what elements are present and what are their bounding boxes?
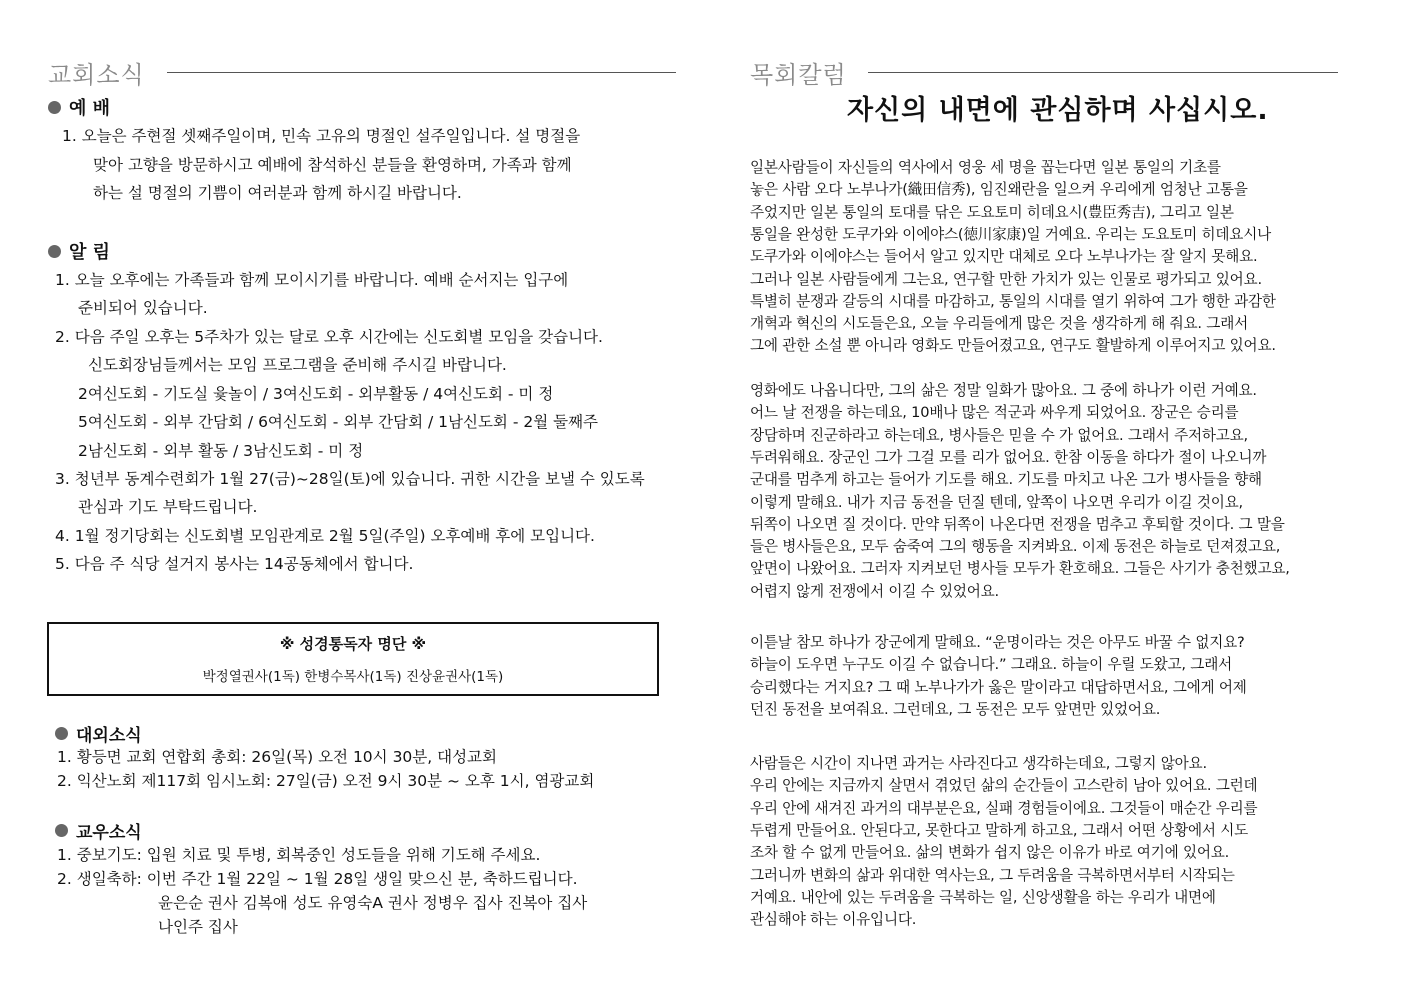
notice-line: 4. 1월 정기당회는 신도회별 모임관계로 2월 5일(주일) 오후예배 후에 모입니다. — [55, 527, 595, 545]
members-line: 윤은순 권사 김복애 성도 유영숙A 권사 정병우 집사 진복아 집사 — [158, 894, 588, 912]
worship-line: 1. 오늘은 주현절 셋째주일이며, 민속 고유의 명절인 설주일입니다. 설 명절을 — [62, 127, 581, 145]
church-news-heading: 교회소식 — [48, 61, 145, 89]
notice-line: 신도회장님들께서는 모임 프로그램을 준비해 주시길 바랍니다. — [88, 356, 507, 374]
article-line: 사람들은 시간이 지나면 과거는 사라진다고 생각하는데요, 그렇지 않아요. — [750, 755, 1207, 772]
article-line: 주었지만 일본 통일의 토대를 닦은 도요토미 히데요시(豊臣秀吉), 그리고 일본 — [750, 203, 1234, 221]
article-line: 놓은 사람 오다 노부나가(織田信秀), 임진왜란을 일으켜 우리에게 엄청난 고통을 — [750, 181, 1248, 199]
bullet-icon — [48, 101, 61, 114]
worship-line: 맞아 고향을 방문하시고 예배에 참석하신 분들을 환영하며, 가족과 함께 — [93, 156, 572, 174]
notice-line: 1. 오늘 오후에는 가족들과 함께 모이시기를 바랍니다. 예배 순서지는 입구에 — [55, 271, 569, 289]
members-section-title — [55, 818, 142, 843]
pastor-column-heading: 목회칼럼 — [750, 61, 847, 89]
article-line: 승리했다는 거지요? 그 때 노부나가가 옳은 말이라고 대답하면서요, 그에게 어제 — [750, 678, 1247, 696]
worship-line: 하는 설 명절의 기쁨이 여러분과 함께 하시길 바랍니다. — [93, 184, 462, 202]
worship-title-text: 예 배 — [69, 98, 111, 119]
article-line: 이튿날 참모 하나가 장군에게 말해요. “운명이라는 것은 아무도 바꿀 수 없지요? — [750, 634, 1245, 651]
article-line: 통일을 완성한 도쿠가와 이에야스(徳川家康)일 거예요. 우리는 도요토미 히데요시나 — [750, 225, 1272, 243]
article-line: 거예요. 내안에 있는 두려움을 극복하는 일, 신앙생활을 하는 우리가 내면에 — [750, 888, 1216, 906]
worship-section-title — [48, 94, 110, 120]
notice-line: 2. 다음 주일 오후는 5주차가 있는 달로 오후 시간에는 신도회별 모임을 갖습니다. — [55, 328, 603, 346]
members-line: 나인주 집사 — [158, 918, 238, 936]
notice-line: 관심과 기도 부탁드립니다. — [78, 498, 258, 516]
notice-line: 2여신도회 - 기도실 윷놀이 / 3여신도회 - 외부활동 / 4여신도회 - 미 정 — [78, 385, 554, 403]
article-line: 우리 안에 새겨진 과거의 대부분은요, 실패 경험들이에요. 그것들이 매순간 우리를 — [750, 799, 1258, 817]
article-line: 그러나 일본 사람들에게 그는요, 연구할 만한 가치가 있는 인물로 평가되고 있어요. — [750, 270, 1262, 288]
article-line: 군대를 멈추게 하고는 들어가 기도를 해요. 기도를 마치고 나온 그가 병사들을 향해 — [750, 471, 1262, 489]
article-line: 던진 동전을 보여줘요. 그런데요, 그 동전은 모두 앞면만 있었어요. — [750, 700, 1161, 718]
article-line: 우리 안에는 지금까지 살면서 겪었던 삶의 순간들이 고스란히 남아 있어요. 그런데 — [750, 777, 1258, 795]
heading-rule — [167, 72, 676, 73]
bible-box-names: 박정열권사(1독) 한병수목사(1독) 진상윤권사(1독) — [202, 669, 504, 685]
external-line: 2. 익산노회 제117회 임시노회: 27일(금) 오전 9시 30분 ~ 오후 1시, 염광교회 — [57, 772, 595, 790]
article-line: 도쿠가와 이에야스는 들어서 알고 있지만 대체로 오다 노부나가는 잘 알지 못해요. — [750, 248, 1258, 266]
bible-reading-box — [47, 622, 659, 696]
article-line: 두렵게 만들어요. 안된다고, 못한다고 말하게 하고요, 그래서 어떤 상황에서 시도 — [750, 821, 1248, 839]
bullet-icon — [48, 245, 61, 258]
members-title-text: 교우소식 — [76, 823, 142, 843]
bible-box-title: ※ 성경통독자 명단 ※ — [279, 635, 427, 653]
article-line: 앞면이 나왔어요. 그러자 지켜보던 병사들 모두가 환호해요. 그들은 사기가 충천했고요, — [750, 560, 1290, 578]
article-line: 관심해야 하는 이유입니다. — [750, 911, 917, 929]
notices-section-title — [48, 238, 110, 264]
article-line: 뒤쪽이 나오면 질 것이다. 만약 뒤쪽이 나온다면 전쟁을 멈추고 후퇴할 것이다. 그 말을 — [750, 515, 1285, 533]
heading-rule — [868, 72, 1338, 73]
article-title: 자신의 내면에 관심하며 사십시오. — [847, 95, 1269, 126]
article-line: 영화에도 나옵니다만, 그의 삶은 정말 일화가 많아요. 그 중에 하나가 이런 거예요. — [750, 382, 1257, 399]
article-line: 특별히 분쟁과 갈등의 시대를 마감하고, 통일의 시대를 열기 위하여 그가 행한 과감한 — [750, 292, 1276, 310]
external-section-title — [55, 721, 142, 746]
article-line: 조차 할 수 없게 만들어요. 삶의 변화가 쉽지 않은 이유가 바로 여기에 있어요. — [750, 844, 1230, 862]
bullet-icon — [55, 824, 68, 837]
article-line: 장담하며 진군하라고 하는데요, 병사들은 믿을 수 가 없어요. 그래서 주저하고요, — [750, 426, 1248, 444]
article-line: 그러니까 변화의 삶과 위대한 역사는요, 그 두려움을 극복하면서부터 시작되는 — [750, 866, 1235, 884]
members-line: 2. 생일축하: 이번 주간 1월 22일 ~ 1월 28일 생일 맞으신 분, 축하드립니다. — [57, 870, 578, 888]
article-line: 일본사람들이 자신들의 역사에서 영웅 세 명을 꼽는다면 일본 통일의 기초를 — [750, 159, 1221, 176]
notice-line: 준비되어 있습니다. — [78, 299, 208, 317]
article-line: 두려워해요. 장군인 그가 그걸 모를 리가 없어요. 한참 이동을 하다가 절이 나오니까 — [750, 448, 1267, 466]
article-line: 어느 날 전쟁을 하는데요, 10배나 많은 적군과 싸우게 되었어요. 장군은 승리를 — [750, 404, 1239, 422]
notice-line: 5여신도회 - 외부 간담회 / 6여신도회 - 외부 간담회 / 1남신도회 - 2월 둘째주 — [78, 413, 599, 431]
members-line: 1. 중보기도: 입원 치료 및 투병, 회복중인 성도들을 위해 기도해 주세요. — [57, 846, 541, 864]
notice-line: 3. 청년부 동계수련회가 1월 27(금)~28일(토)에 있습니다. 귀한 시간을 보낼 수 있도록 — [55, 470, 645, 488]
notice-line: 5. 다음 주 식당 설거지 봉사는 14공동체에서 합니다. — [55, 555, 414, 573]
external-title-text: 대외소식 — [76, 726, 142, 746]
article-line: 개혁과 혁신의 시도들은요, 오늘 우리들에게 많은 것을 생각하게 해 줘요. 그래서 — [750, 315, 1248, 333]
article-line: 이렇게 말해요. 내가 지금 동전을 던질 텐데, 앞쪽이 나오면 우리가 이길 것이요, — [750, 493, 1243, 511]
notices-title-text: 알 림 — [69, 242, 111, 263]
bullet-icon — [55, 727, 68, 740]
notice-line: 2남신도회 - 외부 활동 / 3남신도회 - 미 정 — [78, 442, 364, 460]
article-line: 어렵지 않게 전쟁에서 이길 수 있었어요. — [750, 582, 999, 600]
article-line: 그에 관한 소설 뿐 아니라 영화도 만들어졌고요, 연구도 활발하게 이루어지고 있어요. — [750, 337, 1276, 355]
external-line: 1. 황등면 교회 연합회 총회: 26일(목) 오전 10시 30분, 대성교회 — [57, 748, 498, 766]
article-line: 하늘이 도우면 누구도 이길 수 없습니다.” 그래요. 하늘이 우릴 도왔고, 그래서 — [750, 656, 1232, 674]
article-line: 들은 병사들은요, 모두 숨죽여 그의 행동을 지켜봐요. 이제 동전은 하늘로 던져졌고요, — [750, 538, 1281, 556]
